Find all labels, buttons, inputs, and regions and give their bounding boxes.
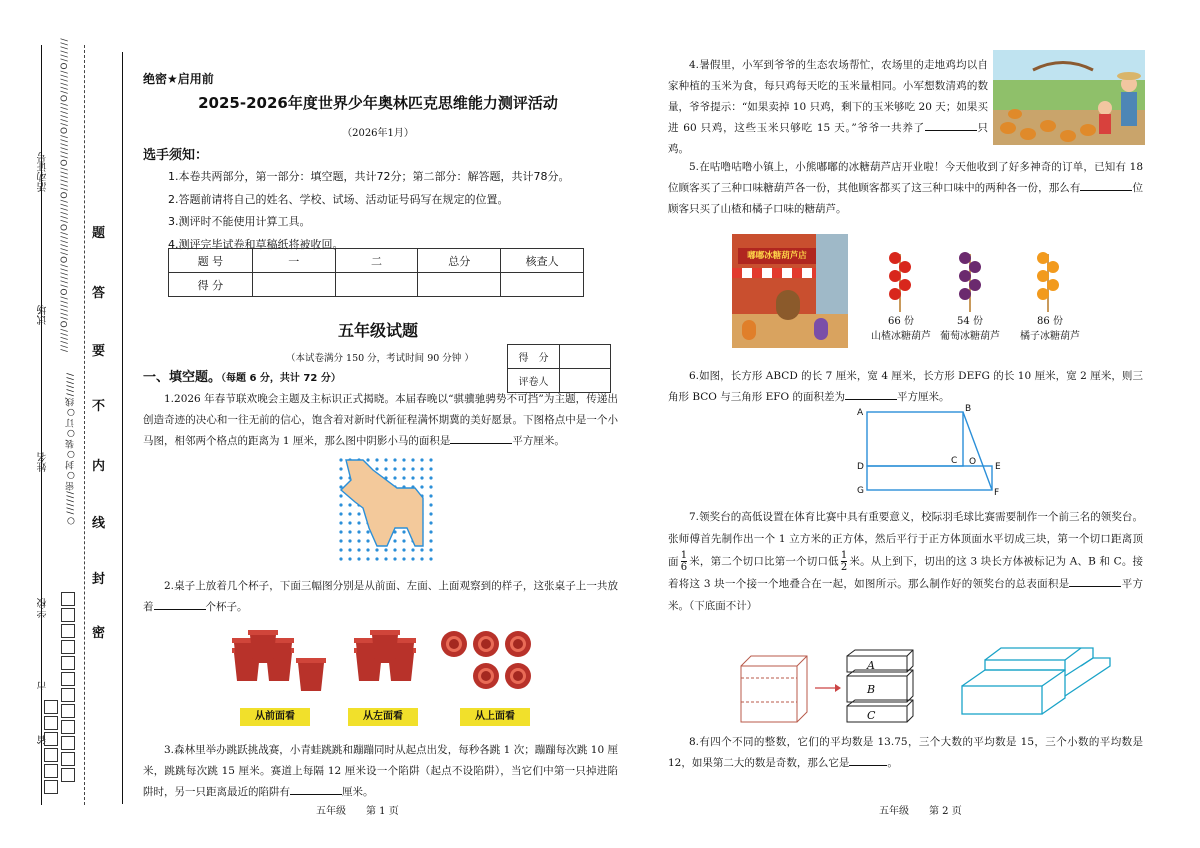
grid-dot	[402, 548, 405, 551]
grid-dot	[429, 476, 432, 479]
grid-dot	[348, 557, 351, 560]
notice-item: 1.本卷共两部分，第一部分：填空题，共计72分；第二部分：解答题，共计78分。	[168, 170, 570, 183]
binding-strip	[0, 0, 125, 848]
score-header-cell: 一	[252, 249, 335, 273]
grid-dot	[429, 512, 432, 515]
tanghulu-grape	[940, 314, 1000, 344]
grid-dot	[402, 539, 405, 542]
fraction-denominator: 6	[680, 562, 688, 573]
grid-dot	[348, 530, 351, 533]
score-header-cell: 二	[335, 249, 418, 273]
question-text-end: 平方米。（下底面不计）	[668, 578, 1144, 612]
question-text: 6.如图，长方形 ABCD 的长 7 厘米，宽 4 厘米，长方形 DEFG 的长 10 厘米，宽 2 厘米，则三角形 BCO 与三角形 EFO 的面积差为	[668, 370, 1143, 403]
grid-dot	[375, 458, 378, 461]
farm-illustration	[993, 50, 1145, 145]
left-view-cups	[354, 630, 416, 681]
grid-dot	[420, 467, 423, 470]
answer-blank[interactable]	[450, 443, 512, 444]
mini-table-label: 得 分	[508, 345, 560, 369]
question-text: 5.在咕噜咕噜小镇上，小熊嘟嘟的冰糖葫芦店开业啦！今天他收到了好多神奇的订单，已知有 18 位顾客买了三种口味糖葫芦各一份，其他顾客都买了这三种口味中的两种各一份，那么有	[668, 161, 1143, 194]
grid-dot	[339, 539, 342, 542]
fraction-2	[841, 550, 847, 573]
grid-dot	[375, 467, 378, 470]
fraction-numerator: 1	[680, 550, 688, 561]
fraction-denominator: 2	[840, 562, 848, 573]
tanghulu-orange	[1020, 314, 1080, 344]
point-label-c: C	[951, 456, 958, 466]
field-province: 省	[38, 735, 49, 745]
grid-dot	[339, 458, 342, 461]
notice-item: 4.测评完毕试卷和草稿纸将被收回。	[168, 237, 344, 251]
field-city: 市	[38, 680, 49, 690]
grid-dot	[402, 467, 405, 470]
tanghulu-ball	[899, 279, 911, 291]
grade-title: 五年级试题	[337, 321, 418, 340]
grid-dot	[339, 494, 342, 497]
grid-dot	[429, 548, 432, 551]
tanghulu-ball	[889, 288, 901, 300]
grid-dot	[429, 503, 432, 506]
question-5	[668, 157, 1143, 220]
answer-blank[interactable]	[154, 609, 206, 610]
answer-blank[interactable]	[845, 399, 897, 400]
grid-dot	[411, 458, 414, 461]
section-title: 一、填空题。	[143, 370, 222, 385]
fraction-1	[681, 550, 687, 573]
grid-dot	[420, 476, 423, 479]
grid-dot	[357, 557, 360, 560]
score-header-cell: 题 号	[169, 249, 253, 273]
question-4	[668, 55, 988, 160]
tanghulu-ball	[889, 270, 901, 282]
question-text-end: 厘米。	[342, 786, 374, 798]
score-header-cell: 总分	[418, 249, 501, 273]
id-boxes	[61, 592, 77, 784]
tanghulu-count: 66 份	[888, 316, 914, 327]
tanghulu-ball	[1037, 252, 1049, 264]
question-3	[143, 740, 618, 803]
grid-dot	[384, 467, 387, 470]
cups-figure	[228, 628, 538, 696]
grid-dot	[375, 557, 378, 560]
grid-dot	[402, 530, 405, 533]
grid-dot	[348, 539, 351, 542]
question-text-end: 平方厘米。	[896, 391, 950, 403]
grid-dot	[429, 458, 432, 461]
tanghulu-ball	[1037, 288, 1049, 300]
cut-line	[84, 45, 85, 805]
grid-dot	[366, 548, 369, 551]
grid-dot	[411, 467, 414, 470]
question-text: 3.森林里举办跳跃挑战赛，小青蛙跳跳和蹦蹦同时从起点出发，每秒各跳 1 次；蹦蹦每次跳 10 厘米，跳跳每次跳 15 厘米。赛道上每隔 12 厘米设一个陷阱（起点不设陷阱），当它们中第一只掉进陷阱时，另一只距离最近的陷阱有	[143, 744, 618, 798]
grid-dot	[393, 539, 396, 542]
question-text: 米。从上到下，切出的这 3 块长方体被标记为 A、B 和 C。接着将这 3 块一个接一个地叠合在一起，如图所示。那么制作好的领奖台的总表面积是	[668, 555, 1144, 590]
grid-dot	[384, 458, 387, 461]
grid-dot	[402, 557, 405, 560]
margin-line	[122, 52, 123, 804]
tanghulu-ball	[969, 279, 981, 291]
question-text-end: 位顾客只买了山楂和橘子口味的糖葫芦。	[668, 182, 1144, 215]
mini-score-cell[interactable]	[560, 345, 611, 369]
answer-blank[interactable]	[1069, 586, 1121, 587]
no-answer-char: 封	[92, 572, 106, 587]
grid-dot	[411, 548, 414, 551]
notice-item: 2.答题前请将自己的姓名、学校、试场、活动证号码写在规定的位置。	[168, 192, 509, 206]
question-text: 米，第二个切口比第一个切口低	[689, 555, 839, 568]
answer-blank[interactable]	[925, 130, 977, 131]
no-answer-char: 密	[92, 626, 106, 641]
front-view-cups	[232, 630, 326, 691]
horse-grid-figure	[337, 456, 437, 568]
question-8	[668, 732, 1143, 774]
grid-dot	[420, 485, 423, 488]
tanghulu-ball	[959, 288, 971, 300]
tanghulu-ball	[1037, 270, 1049, 282]
grid-dot	[348, 548, 351, 551]
grid-dot	[339, 530, 342, 533]
tanghulu-name: 山楂冰糖葫芦	[871, 331, 931, 342]
page2-footer: 五年级 第 2 页	[879, 806, 962, 817]
question-text: 2.桌子上放着几个杯子，下面三幅图分别是从前面、左面、上面观察到的样子，这张桌子上一共放着	[143, 580, 618, 613]
score-cell[interactable]	[252, 273, 335, 297]
grid-dot	[429, 467, 432, 470]
answer-blank[interactable]	[849, 765, 887, 766]
tanghulu-figure	[870, 246, 1088, 314]
grid-dot	[339, 476, 342, 479]
grid-dot	[429, 530, 432, 533]
section-heading	[143, 366, 341, 385]
grid-dot	[366, 539, 369, 542]
tanghulu-ball	[899, 261, 911, 273]
grid-dot	[339, 548, 342, 551]
grid-dot	[357, 512, 360, 515]
point-label-g: G	[857, 486, 864, 496]
grid-dot	[429, 521, 432, 524]
question-text: 4.暑假里，小军到爷爷的生态农场帮忙，农场里的走地鸡均以自家种植的玉米为食，每只鸡每天吃的玉米量相同。小军想数清鸡的数量，爷爷提示：“如果卖掉 10 只鸡，剩下的玉米够吃 20 天；如果买进 60 只鸡，这些玉米只够吃 15 天。”爷爷一共养了	[668, 59, 988, 134]
tanghulu-name: 葡萄冰糖葫芦	[940, 331, 1000, 342]
grid-dot	[402, 476, 405, 479]
point-label-d: D	[857, 462, 864, 472]
grid-dot	[339, 503, 342, 506]
grid-dot	[429, 494, 432, 497]
field-school: 学校	[38, 598, 49, 618]
shop-sign: 嘟嘟冰糖葫芦店	[738, 248, 816, 264]
grid-dot	[375, 548, 378, 551]
grid-dot	[420, 548, 423, 551]
tanghulu-ball	[969, 261, 981, 273]
notice-list	[168, 166, 570, 256]
id-boxes-left	[44, 700, 60, 796]
grid-dot	[348, 512, 351, 515]
no-answer-char: 线	[92, 516, 106, 531]
score-row-label: 得 分	[169, 273, 253, 297]
horse-shape	[341, 460, 423, 546]
grid-dot	[339, 467, 342, 470]
grid-dot	[429, 485, 432, 488]
question-text: 1.2026 年春节联欢晚会主题及主标识正式揭晓。本届春晚以“骐骥驰骋势不可挡”为主题，传递出创造奇迹的决心和一往无前的信心，饱含着对新时代新征程满怀期冀的美好愿景。下图格点中是一个小马图，相邻两个格点的距离为 1 厘米，那么图中阴影小马的面积是	[143, 393, 618, 447]
grid-dot	[366, 530, 369, 533]
secret-dash-line: //////O//////O//////O//////O//////O//////O//////O//////O//////O//////	[60, 37, 70, 352]
no-answer-char: 要	[92, 344, 106, 359]
seal-line-text: ○//////密○封○装○订○线//////	[66, 372, 76, 526]
rectangle-figure	[852, 402, 1012, 498]
view-label-left: 从左面看	[348, 708, 418, 726]
exam-info: （本试卷满分 150 分，考试时间 90 分钟 ）	[286, 353, 474, 364]
point-label-f: F	[994, 488, 1000, 498]
grid-dot	[411, 476, 414, 479]
grid-dot	[393, 458, 396, 461]
grid-dot	[393, 548, 396, 551]
grid-dot	[366, 458, 369, 461]
tanghulu-ball	[1047, 261, 1059, 273]
block-label-a: A	[867, 659, 875, 672]
no-answer-char: 答	[92, 286, 106, 301]
score-header-cell: 核查人	[501, 249, 584, 273]
section-note: （每题 6 分，共计 72 分）	[221, 373, 341, 384]
grid-dot	[366, 557, 369, 560]
no-answer-char: 题	[92, 226, 106, 241]
answer-blank[interactable]	[1080, 190, 1132, 191]
score-cell[interactable]	[501, 273, 584, 297]
point-label-a: A	[857, 408, 864, 418]
grid-dot	[339, 557, 342, 560]
view-label-top: 从上面看	[460, 708, 530, 726]
grid-dot	[420, 557, 423, 560]
field-activity-id: 活动证号	[38, 152, 49, 192]
question-2	[143, 576, 618, 618]
grid-dot	[411, 557, 414, 560]
fraction-numerator: 1	[840, 550, 848, 561]
tanghulu-ball	[1047, 279, 1059, 291]
grid-dot	[357, 530, 360, 533]
grid-dot	[420, 458, 423, 461]
point-label-b: B	[965, 404, 972, 414]
question-7	[668, 506, 1143, 617]
no-answer-char: 不	[92, 399, 106, 414]
question-text-end: 平方厘米。	[512, 435, 565, 447]
point-label-o: O	[969, 457, 977, 467]
page-title: 2025-2026年度世界少年奥林匹克思维能力测评活动	[198, 94, 558, 112]
grid-dot	[348, 521, 351, 524]
notice-title: 选手须知：	[143, 148, 209, 163]
grid-dot	[393, 557, 396, 560]
top-view-cups	[441, 631, 531, 689]
tanghulu-hawthorn	[871, 314, 931, 344]
grid-dot	[393, 467, 396, 470]
grid-dot	[357, 548, 360, 551]
score-cell[interactable]	[418, 273, 501, 297]
shop-illustration	[732, 234, 848, 348]
view-label-front: 从前面看	[240, 708, 310, 726]
score-table	[168, 248, 584, 297]
mini-table-label: 评卷人	[508, 369, 560, 393]
block-label-c: C	[867, 709, 876, 722]
question-1	[143, 389, 618, 452]
podium-shape	[962, 648, 1110, 714]
page1-footer: 五年级 第 1 页	[316, 806, 399, 817]
question-text: 8.有四个不同的整数，它们的平均数是 13.75，三个大数的平均数是 15，三个小数的平均数是 12，如果第二大的数是奇数，那么它是	[668, 736, 1143, 769]
grid-dot	[348, 503, 351, 506]
field-name: 姓名	[38, 452, 49, 472]
secret-label: 绝密★启用前	[143, 72, 214, 86]
notice-item: 3.测评时不能使用计算工具。	[168, 215, 311, 228]
question-text-end: 个杯子。	[205, 601, 248, 613]
question-text: 7.领奖台的高低设置在体育比赛中具有重要意义，校际羽毛球比赛需要制作一个前三名的领奖台。张师傅首先制作出一个 1 立方米的正方体，然后平行于正方体顶面水平切成三块，第一个切口距离顶面	[668, 511, 1143, 568]
field-exam-room: 试场	[38, 305, 49, 325]
exam-date: （2026年1月）	[342, 128, 414, 139]
grid-dot	[357, 521, 360, 524]
tanghulu-ball	[889, 252, 901, 264]
grid-dot	[339, 512, 342, 515]
grid-dot	[384, 548, 387, 551]
point-label-e: E	[995, 462, 1001, 472]
answer-blank[interactable]	[290, 794, 342, 795]
mini-score-table	[507, 344, 611, 393]
tanghulu-ball	[959, 270, 971, 282]
tanghulu-name: 橘子冰糖葫芦	[1020, 331, 1080, 342]
grid-dot	[402, 458, 405, 461]
grid-dot	[339, 521, 342, 524]
question-text-end: 只鸡。	[668, 122, 988, 155]
question-text-end: 。	[887, 757, 898, 769]
grid-dot	[393, 476, 396, 479]
score-cell[interactable]	[335, 273, 418, 297]
tanghulu-count: 86 份	[1037, 316, 1063, 327]
podium-figure	[735, 640, 1135, 730]
no-answer-char: 内	[92, 459, 106, 474]
tanghulu-count: 54 份	[957, 316, 983, 327]
grid-dot	[384, 557, 387, 560]
tanghulu-ball	[959, 252, 971, 264]
grid-dot	[429, 539, 432, 542]
grid-dot	[357, 539, 360, 542]
block-label-b: B	[867, 683, 876, 696]
grid-dot	[429, 557, 432, 560]
